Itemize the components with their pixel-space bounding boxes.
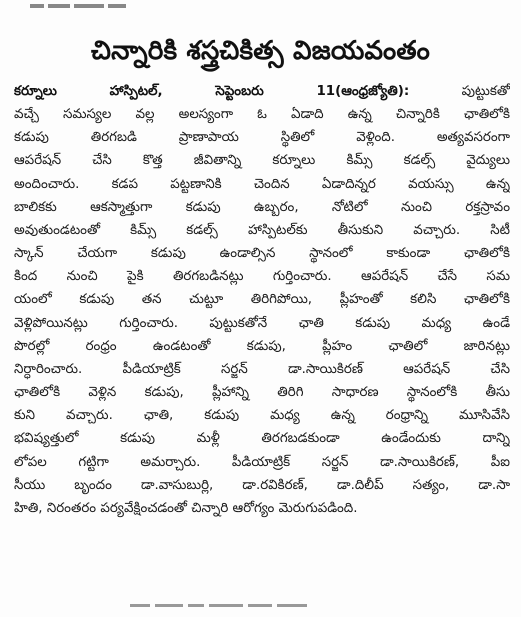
article-line: హితి, నిరంతరం పర్యవేక్షించడంతో చిన్నారి ఆరోగ్యం మెరుగుపడింది. [14,500,358,516]
article-line: కింద నుంచి పైకి తిరగబడినట్లు గుర్తించారు. ఆపరేషన్ చేసే సమ [14,269,510,285]
text-fragment [188,604,204,607]
text-fragment [277,604,307,607]
article-line-text: పుట్టుకతో [409,84,510,99]
text-fragment [248,604,272,607]
article-line: స్కాన్ చేయగా కడుపు ఉండాల్సిన స్థానంలో కాకుండా ఛాతిలోకి [14,246,510,262]
article-line: బాలికకు ఆకస్మాత్తుగా కడుపు ఉబ్బరం, నోటిలో నుంచి రక్తస్రావం [14,199,510,215]
article-line: వెళ్లిపోయినట్లు గుర్తించారు. పుట్టుకతోనే ఛాతి కడుపు మధ్య ఉండే [14,315,510,331]
article-line: అందించారు. కడప పట్టణానికి చెందిన ఏడాదిన్నర వయస్సు ఉన్న [14,176,510,192]
article-line: భవిష్యత్తులో కడుపు మళ్లీ తిరగబడకుండా ఉండేందుకు దాన్ని [14,431,510,447]
article-line: కడుపు తిరగబడి ప్రాణాపాయ స్థితిలో వెళ్లింది. అత్యవసరంగా [14,130,510,146]
article-line: కుని వచ్చారు. ఛాతి, కడుపు మధ్య ఉన్న రంధ్రాన్ని మూసివేసి [14,408,510,424]
article-line [14,80,510,103]
text-fragment [108,4,126,8]
article-line: యంలో కడుపు తన చుట్టూ తిరిగిపోయి, ప్లీహంతో కలిసి ఛాతిలోకి [14,292,510,308]
article-line: లోపల గట్టిగా అమర్చారు. పీడియాట్రిక్ సర్జన్ డా.సాయికిరణ్, పీఐ [14,454,510,470]
text-fragment [155,604,183,607]
article-line: అవుతుండటంతో కిమ్స్ కడల్స్ హాస్పిటల్‌కు తీసుకుని వచ్చారు. సిటీ [14,222,510,238]
article-line: ఆపరేషన్ చేసి కొత్త జీవితాన్ని కర్నూలు కిమ్స్ కడల్స్ వైద్యులు [14,153,510,169]
article-line: ఛాతిలోకి వెళ్లిన కడుపు, ప్లీహాన్ని తిరిగి సాధారణ స్థానంలోకి తీసు [14,385,510,401]
cropped-previous-text [30,4,140,10]
text-fragment [209,604,243,607]
article-line: పొరల్లో రంధ్రం ఉండటంతో కడుపు, ప్లీహం ఛాతిలో జారినట్లు [14,338,510,354]
cropped-next-text [130,604,390,610]
article-line: సీయు బృందం డా.వాసుబుర్లి, డా.రవికిరణ్, డా.దిలీప్ సత్యం, డా.సా [14,477,510,493]
article-headline: చిన్నారికి శస్త్రచికిత్స విజయవంతం [90,36,431,66]
article-body [14,80,510,520]
text-fragment [130,604,150,607]
article-line: వచ్చే సమస్యల వల్ల అలస్యంగా ఓ ఏడాది ఉన్న చిన్నారికి ఛాతిలోకి [14,107,510,123]
text-fragment [30,4,44,8]
dateline: కర్నూలు హాస్పిటల్, సెప్టెంబరు 11(ఆంధ్రజ్యోతి): [14,84,410,99]
article-line: నిర్ధారించారు. పీడియాట్రిక్ సర్జన్ డా.సాయికిరణ్ ఆపరేషన్ చేసి [14,361,510,377]
text-fragment [48,4,70,8]
text-fragment [74,4,104,8]
